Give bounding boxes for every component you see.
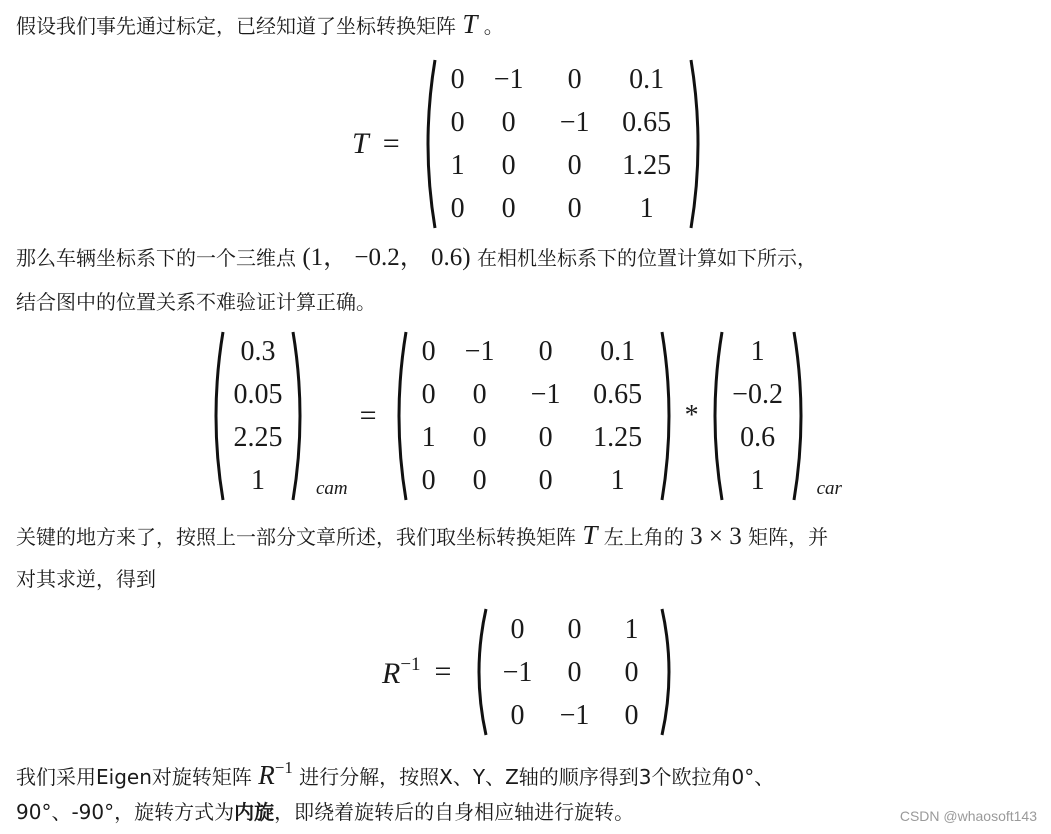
- matrix-cell: 0: [472, 465, 487, 496]
- left-paren-icon: [418, 58, 438, 230]
- matrix-cell: 0: [510, 613, 525, 645]
- left-paren-icon: [389, 330, 409, 502]
- matrix-cell: 0: [624, 656, 639, 688]
- matrix-cell: 1: [251, 465, 265, 496]
- equation-lhs: T: [352, 127, 369, 160]
- equation-T: [352, 58, 708, 230]
- bold-term: 内旋: [234, 800, 275, 824]
- vector-grid: [727, 330, 789, 502]
- vector-grid: [228, 330, 288, 502]
- matrix-T: [418, 58, 708, 230]
- matrix-cell: −1: [464, 336, 495, 367]
- matrix-cell: 1: [750, 336, 765, 367]
- matrix-cell: 1: [750, 465, 765, 496]
- matrix-cell: 0: [421, 379, 436, 410]
- math-point: (1， −0.2， 0.6): [302, 244, 471, 271]
- matrix-cell: 0: [624, 699, 639, 731]
- matrix-grid: [411, 330, 657, 502]
- matrix-cell: 0: [538, 465, 553, 496]
- matrix-cell: 0.65: [622, 107, 672, 138]
- equation-transform: [206, 330, 842, 502]
- right-paren-icon: [290, 330, 310, 502]
- paragraph-point: 那么车辆坐标系下的一个三维点 (1， −0.2， 0.6) 在相机坐标系下的位置计算如下所示，: [16, 244, 817, 271]
- matrix-cell: 0: [450, 193, 465, 224]
- matrix-cell: 0.6: [740, 422, 776, 453]
- matrix-cell: 0: [501, 107, 516, 138]
- matrix-cell: 2.25: [233, 422, 283, 453]
- math-symbol-T: T: [582, 520, 598, 550]
- matrix-cell: 0.1: [600, 336, 636, 367]
- matrix-cell: 0: [567, 613, 582, 645]
- matrix-cell: −0.2: [732, 379, 783, 410]
- math-symbol-T: T: [462, 9, 478, 39]
- matrix-cell: 0: [501, 150, 516, 181]
- matrix-grid: [491, 608, 657, 737]
- matrix-cell: 0: [421, 336, 436, 367]
- matrix-cell: 1: [610, 465, 625, 496]
- paragraph-intro: 假设我们事先通过标定，已经知道了坐标转换矩阵 T 。: [16, 9, 504, 39]
- matrix-cell: 0.3: [240, 336, 276, 367]
- paragraph-verify: 结合图中的位置关系不难验证计算正确。: [16, 290, 376, 314]
- matrix-cell: 0: [450, 107, 465, 138]
- matrix-cell: 1.25: [593, 422, 643, 453]
- matrix-cell: 1.25: [622, 150, 672, 181]
- matrix-cell: −1: [559, 107, 590, 138]
- matrix-cell: 0: [472, 422, 487, 453]
- math-dimension: 3 × 3: [690, 523, 742, 550]
- matrix-cell: 1: [421, 422, 436, 453]
- equals-sign: =: [359, 399, 377, 432]
- left-paren-icon: [206, 330, 226, 502]
- matrix-T: [389, 330, 679, 502]
- matrix-cell: 1: [450, 150, 465, 181]
- paragraph-inverse: 对其求逆，得到: [16, 567, 156, 591]
- equation-lhs: $R^{-1}$: [382, 653, 421, 690]
- left-paren-icon: [469, 607, 489, 737]
- matrix-cell: 0: [567, 193, 582, 224]
- vector-cam: [206, 330, 310, 502]
- matrix-cell: 1: [624, 613, 639, 645]
- subscript-cam: cam: [316, 478, 348, 499]
- matrix-cell: −1: [559, 699, 590, 731]
- matrix-cell: −1: [502, 656, 533, 688]
- watermark: CSDN @whaosoft143: [899, 808, 1037, 824]
- equals-sign: =: [382, 127, 400, 160]
- matrix-cell: 0.05: [233, 379, 283, 410]
- equation-R-inverse: [382, 607, 679, 737]
- left-paren-icon: [705, 330, 725, 502]
- matrix-cell: 0: [567, 150, 582, 181]
- paragraph-key: 关键的地方来了，按照上一部分文章所述，我们取坐标转换矩阵 T 左上角的 3 × 3 矩阵，并: [16, 520, 829, 550]
- matrix-cell: 0: [538, 336, 553, 367]
- matrix-cell: −1: [493, 64, 524, 95]
- matrix-cell: 0: [567, 64, 582, 95]
- paragraph-eigen: 我们采用Eigen对旋转矩阵 $R^{-1}$ 进行分解，按照X、Y、Z轴的顺序得到3个欧拉角0°、: [16, 758, 775, 790]
- right-paren-icon: [659, 330, 679, 502]
- matrix-cell: 1: [639, 193, 654, 224]
- matrix-cell: 0.65: [593, 379, 643, 410]
- matrix-cell: 0: [450, 64, 465, 95]
- right-paren-icon: [791, 330, 811, 502]
- vector-car: [705, 330, 811, 502]
- matrix-cell: 0: [567, 656, 582, 688]
- matrix-R-inverse: [469, 607, 679, 737]
- matrix-cell: −1: [530, 379, 561, 410]
- matrix-cell: 0: [538, 422, 553, 453]
- matrix-cell: 0: [472, 379, 487, 410]
- equals-sign: =: [434, 655, 452, 688]
- math-symbol-R: $R^{-1}$: [258, 758, 293, 790]
- right-paren-icon: [659, 607, 679, 737]
- matrix-cell: 0.1: [629, 64, 665, 95]
- matrix-cell: 0: [501, 193, 516, 224]
- multiply-operator: *: [684, 400, 699, 431]
- right-paren-icon: [688, 58, 708, 230]
- paragraph-rotation: 90°、-90°，旋转方式为内旋，即绕着旋转后的自身相应轴进行旋转。: [16, 800, 635, 824]
- matrix-cell: 0: [421, 465, 436, 496]
- subscript-car: car: [816, 478, 842, 499]
- matrix-grid: [440, 58, 686, 230]
- matrix-cell: 0: [510, 699, 525, 731]
